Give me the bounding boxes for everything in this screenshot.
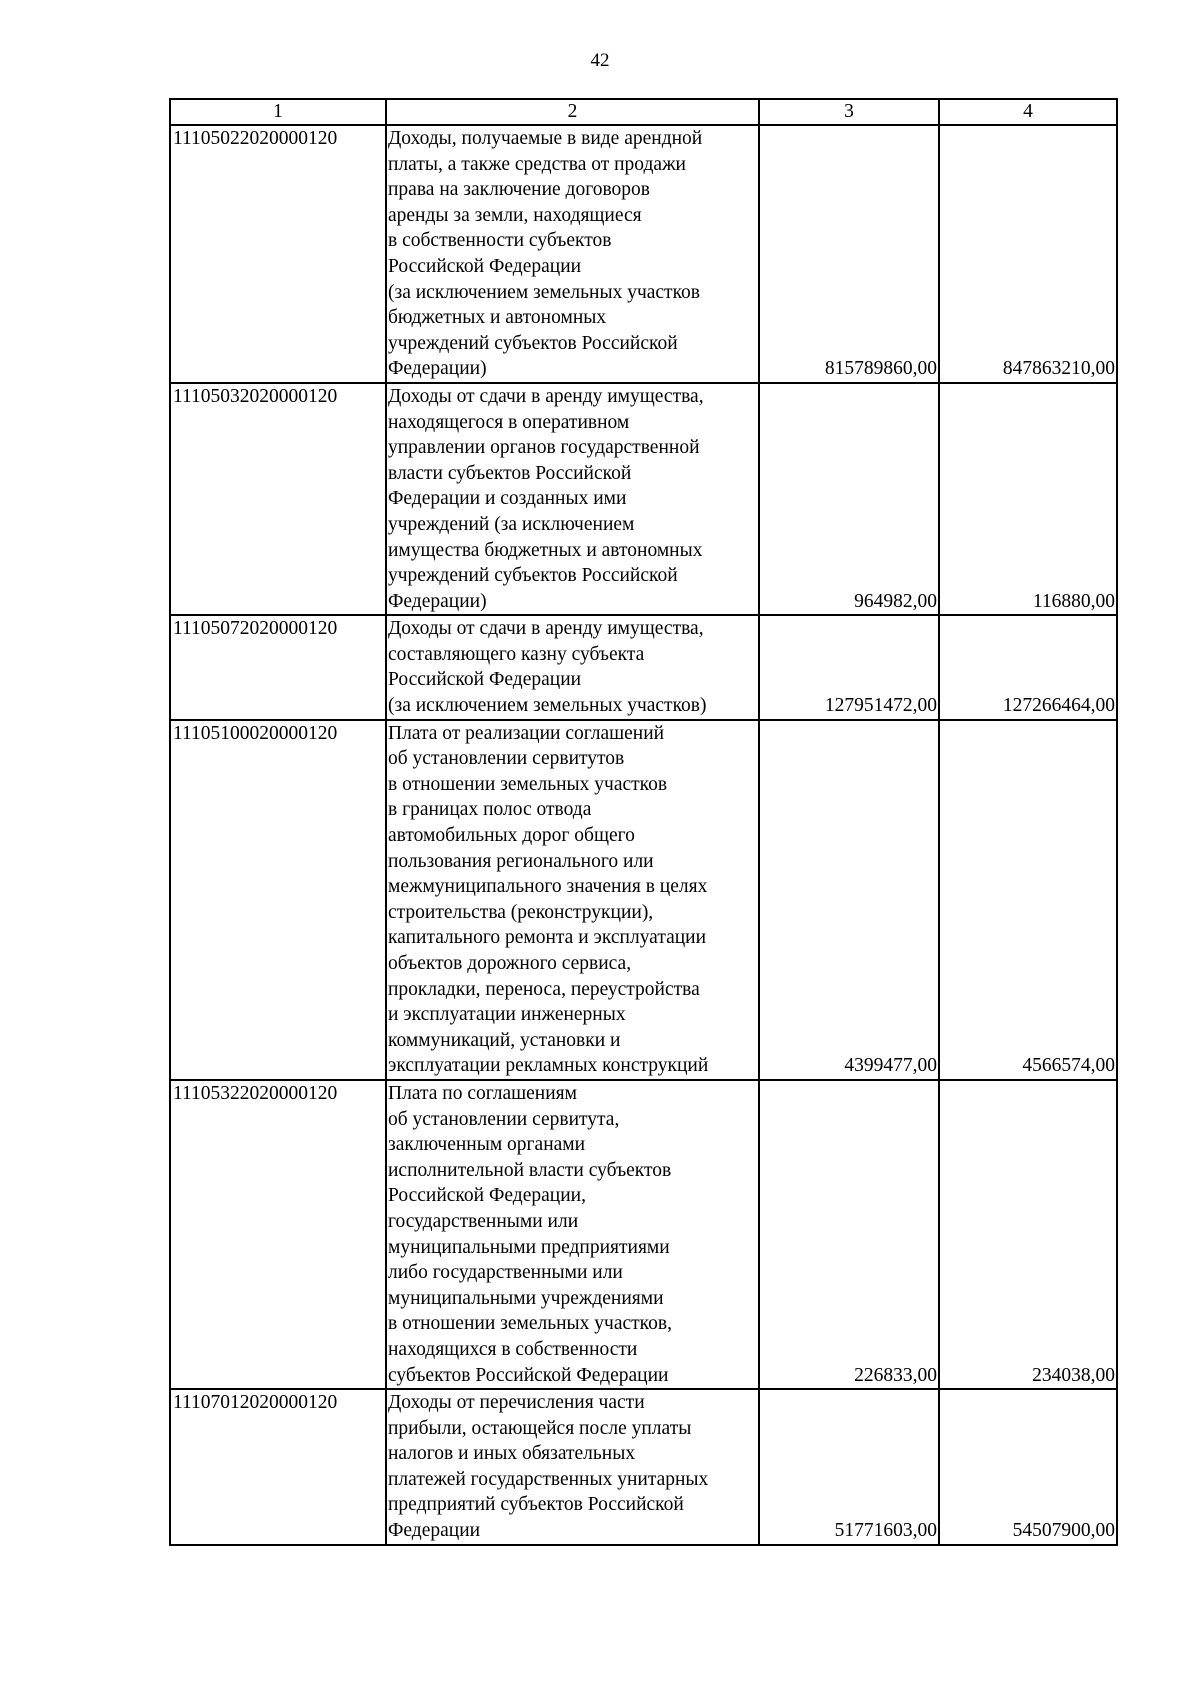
- income-description-cell: Доходы, получаемые в виде арендной платы, а также средства от продажи права на заключение договоров аренды за земли, находящиеся в собственности субъектов Российской Федерации (за исключением земельных участков бюджетных и автономных учреждений субъектов Российской Федерации): [386, 125, 759, 383]
- amount-column-3-cell: 127951472,00: [759, 615, 939, 719]
- income-code-cell: 11105100020000120: [170, 720, 386, 1080]
- column-header-2: 2: [386, 99, 759, 125]
- amount-column-4-cell: 127266464,00: [939, 615, 1117, 719]
- income-code-cell: 11105072020000120: [170, 615, 386, 719]
- column-header-1: 1: [170, 99, 386, 125]
- amount-column-3-cell: 815789860,00: [759, 125, 939, 383]
- income-code-cell: 11105322020000120: [170, 1080, 386, 1389]
- table-row: [170, 1389, 1117, 1545]
- column-header-4: 4: [939, 99, 1117, 125]
- table-row: [170, 125, 1117, 383]
- column-header-3: 3: [759, 99, 939, 125]
- income-description-cell: Доходы от сдачи в аренду имущества, составляющего казну субъекта Российской Федерации (за исключением земельных участков): [386, 615, 759, 719]
- table-row: [170, 720, 1117, 1080]
- amount-column-4-cell: 4566574,00: [939, 720, 1117, 1080]
- amount-column-3-cell: 226833,00: [759, 1080, 939, 1389]
- table-header-row: [170, 99, 1117, 125]
- amount-column-4-cell: 847863210,00: [939, 125, 1117, 383]
- amount-column-3-cell: 964982,00: [759, 383, 939, 615]
- amount-column-3-cell: 51771603,00: [759, 1389, 939, 1545]
- amount-column-3-cell: 4399477,00: [759, 720, 939, 1080]
- income-description-cell: Плата от реализации соглашений об установлении сервитутов в отношении земельных участков в границах полос отвода автомобильных дорог общего пользования регионального или межмуниципального значения в целях строительства (реконструкции), капитального ремонта и эксплуатации объектов дорожного сервиса, прокладки, переноса, переустройства и эксплуатации инженерных коммуникаций, установки и эксплуатации рекламных конструкций: [386, 720, 759, 1080]
- amount-column-4-cell: 54507900,00: [939, 1389, 1117, 1545]
- table-row: [170, 383, 1117, 615]
- page-number: 42: [590, 50, 610, 71]
- income-code-cell: 11105022020000120: [170, 125, 386, 383]
- income-code-cell: 11105032020000120: [170, 383, 386, 615]
- table-row: [170, 1080, 1117, 1389]
- income-description-cell: Доходы от перечисления части прибыли, остающейся после уплаты налогов и иных обязательных платежей государственных унитарных предприятий субъектов Российской Федерации: [386, 1389, 759, 1545]
- table-row: [170, 615, 1117, 719]
- amount-column-4-cell: 116880,00: [939, 383, 1117, 615]
- income-code-cell: 11107012020000120: [170, 1389, 386, 1545]
- income-description-cell: Доходы от сдачи в аренду имущества, находящегося в оперативном управлении органов государственной власти субъектов Российской Федерации и созданных ими учреждений (за исключением имущества бюджетных и автономных учреждений субъектов Российской Федерации): [386, 383, 759, 615]
- income-description-cell: Плата по соглашениям об установлении сервитута, заключенным органами исполнительной власти субъектов Российской Федерации, государственными или муниципальными предприятиями либо государственными или муниципальными учреждениями в отношении земельных участков, находящихся в собственности субъектов Российской Федерации: [386, 1080, 759, 1389]
- revenue-table: [169, 98, 1118, 1546]
- amount-column-4-cell: 234038,00: [939, 1080, 1117, 1389]
